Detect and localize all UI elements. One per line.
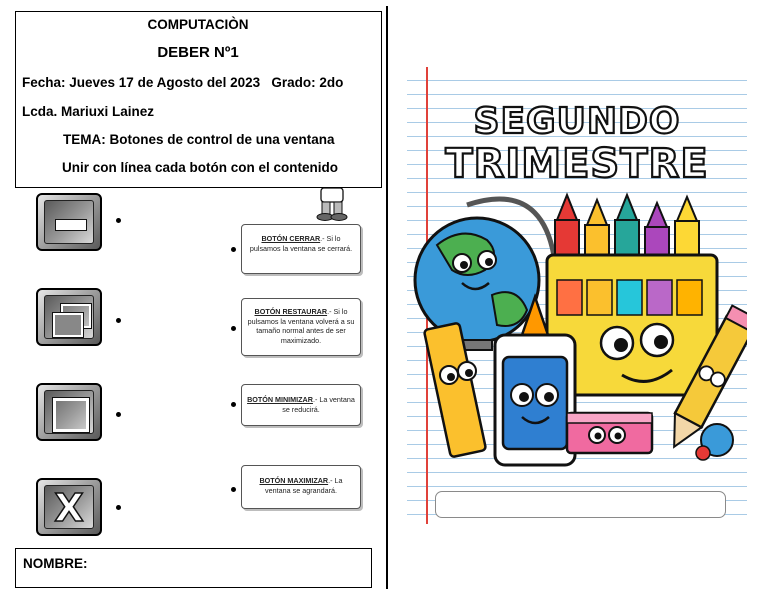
subject-title: COMPUTACIÒN [147, 17, 249, 32]
description-text: .- La ventana se reducirá. [282, 395, 355, 414]
teacher-name: Lcda. Mariuxi Lainez [22, 104, 155, 119]
page-divider [386, 6, 388, 589]
name-label: NOMBRE: [23, 556, 88, 571]
description-term: BOTÓN MINIMIZAR [247, 395, 313, 404]
header-box [15, 11, 382, 188]
description-dot[interactable] [231, 402, 236, 407]
description-term: BOTÓN RESTAURAR [254, 307, 328, 316]
cover-name-field[interactable] [435, 491, 726, 518]
restore-icon [53, 304, 89, 334]
button-dot[interactable] [116, 318, 121, 323]
child-figure-illustration [312, 188, 352, 222]
cover-page [407, 67, 747, 524]
instruction-line: Unir con línea cada botón con el contenido [62, 160, 339, 175]
description-text: .- Si lo pulsamos la ventana volverá a su tamaño normal antes de ser maximizado. [247, 307, 355, 345]
school-supplies-illustration [407, 185, 747, 485]
minimize-icon [55, 219, 87, 231]
description-dot[interactable] [231, 487, 236, 492]
description-dot[interactable] [231, 247, 236, 252]
button-dot[interactable] [116, 412, 121, 417]
description-restore [241, 298, 361, 356]
description-minimize [241, 384, 361, 426]
apple-icon [696, 446, 710, 460]
assignment-title: DEBER Nº1 [157, 44, 239, 61]
close-button-picture [36, 478, 102, 536]
topic-line: TEMA: Botones de control de una ventana [63, 132, 335, 147]
cover-title-line2: TRIMESTRE [445, 141, 709, 187]
description-dot[interactable] [231, 326, 236, 331]
cover-title-line1: SEGUNDO [473, 101, 681, 142]
maximize-icon [53, 398, 89, 432]
description-maximize [241, 465, 361, 509]
maximize-button-picture [36, 383, 102, 441]
close-icon: X [54, 486, 84, 530]
restore-button-picture [36, 288, 102, 346]
description-close [241, 224, 361, 274]
description-term: BOTÓN MAXIMIZAR [259, 476, 329, 485]
date-grade-line: Fecha: Jueves 17 de Agosto del 2023 Grado: 2do [22, 75, 344, 90]
eraser-icon [567, 413, 652, 453]
description-text: .- Si lo pulsamos la ventana se cerrará. [249, 234, 353, 253]
button-dot[interactable] [116, 505, 121, 510]
minimize-button-picture [36, 193, 102, 251]
description-text: .- La ventana se agrandará. [265, 476, 343, 495]
name-box[interactable] [15, 548, 372, 588]
button-dot[interactable] [116, 218, 121, 223]
description-term: BOTÓN CERRAR [261, 234, 321, 243]
